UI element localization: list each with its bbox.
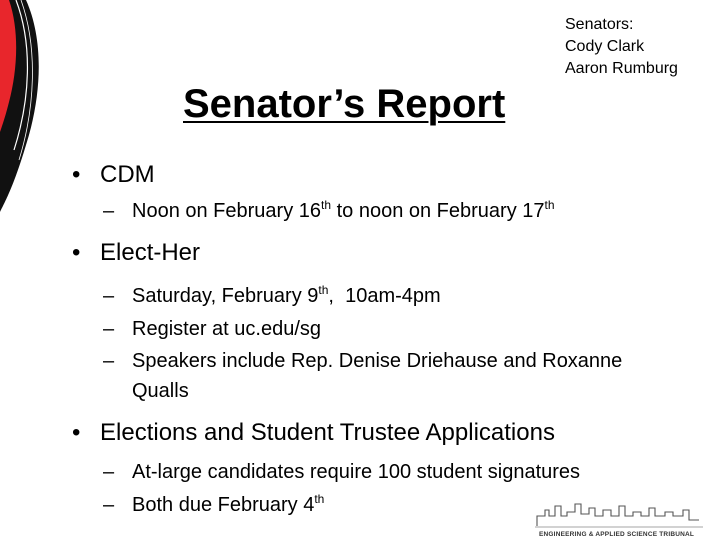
bullet-dot-icon: • [72,239,81,266]
dash-bullet-icon: – [103,200,115,222]
sub-bullet-item [70,313,710,346]
bullet-item [70,418,710,448]
sub-bullet-item [70,456,710,489]
sub-bullet-item [70,346,632,406]
dash-bullet-icon: – [103,350,115,372]
sub-bullet-item [70,280,710,313]
bullet-list [70,160,710,522]
senator-name: Cody Clark [565,38,645,55]
senators-box [565,14,678,80]
dash-bullet-icon: – [103,285,115,307]
sub-bullet-text: Register at uc.edu/sg [132,318,321,340]
sub-bullet-text: Speakers include Rep. Denise Driehause and Roxanne Qualls [132,350,623,402]
sub-bullet-text: Saturday, February 9th, 10am-4pm [132,283,441,307]
slide-title: Senator’s Report [183,82,506,126]
bullet-dot-icon: • [72,161,81,188]
senator-name: Aaron Rumburg [565,60,678,77]
dash-bullet-icon: – [103,461,115,483]
dash-bullet-icon: – [103,494,115,516]
skyline-outline [537,504,699,526]
dash-bullet-icon: – [103,318,115,340]
senators-heading: Senators: [565,16,634,33]
tribunal-logo [533,500,713,540]
bullet-text: CDM [100,161,155,188]
sub-bullet-item [70,195,710,228]
bullet-text: Elections and Student Trustee Applications [100,419,555,446]
bullet-item [70,160,710,190]
bullet-item [70,238,710,268]
sub-bullet-text: Noon on February 16th to noon on February 17th [132,198,555,222]
bullet-text: Elect-Her [100,239,201,266]
sub-bullet-text: Both due February 4th [132,492,325,516]
sub-bullet-text: At-large candidates require 100 student signatures [132,461,581,483]
bullet-dot-icon: • [72,419,81,446]
tribunal-logo-text: ENGINEERING & APPLIED SCIENCE TRIBUNAL [539,531,695,538]
corner-swoosh-graphic [0,0,80,540]
